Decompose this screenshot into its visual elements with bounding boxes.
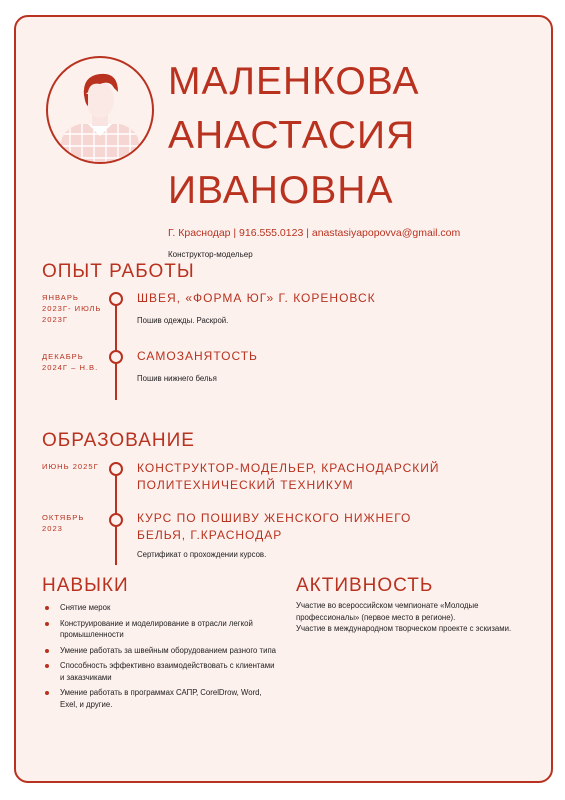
skill-item: Умение работать в программах САПР, CorelDrow, Word, Exel, и другие. [42, 687, 277, 710]
skills-heading: НАВЫКИ [42, 575, 129, 596]
timeline-dot [109, 513, 123, 527]
skills-list [42, 602, 277, 714]
experience-heading: ОПЫТ РАБОТЫ [42, 261, 195, 282]
education-date: ОКТЯБРЬ 2023 [42, 513, 85, 533]
skill-item: Снятие мерок [42, 602, 277, 614]
experience-date: ДЕКАБРЬ 2024Г – Н.В. [42, 352, 99, 372]
activity-text [296, 600, 516, 635]
experience-desc: Пошив одежды. Раскрой. [137, 316, 229, 325]
contact-info: Г. Краснодар | 916.555.0123 | anastasiyapopovva@gmail.com [168, 227, 461, 239]
avatar-illustration [48, 58, 152, 162]
experience-desc: Пошив нижнего белья [137, 374, 217, 383]
education-title: КОНСТРУКТОР-МОДЕЛЬЕР, КРАСНОДАРСКИЙ ПОЛИТЕХНИЧЕСКИЙ ТЕХНИКУМ [137, 461, 440, 492]
timeline-dot [109, 292, 123, 306]
skill-item: Конструирование и моделирование в отрасли легкой промышленности [42, 618, 277, 641]
education-title: КУРС ПО ПОШИВУ ЖЕНСКОГО НИЖНЕГО БЕЛЬЯ, Г.КРАСНОДАР [137, 511, 412, 542]
experience-date: ЯНВАРЬ 2023Г- ИЮЛЬ 2023Г [42, 293, 102, 324]
education-date: ИЮНЬ 2025Г [42, 462, 99, 471]
person-avatar-icon [46, 56, 154, 164]
job-role: Конструктор-модельер [168, 250, 253, 259]
activity-item: Участие в международном творческом проекте с эскизами. [296, 624, 512, 633]
experience-title: САМОЗАНЯТОСТЬ [137, 349, 258, 363]
timeline-dot [109, 462, 123, 476]
activity-heading: АКТИВНОСТЬ [296, 575, 434, 596]
skill-item: Умение работать за швейным оборудованием разного типа [42, 645, 277, 657]
name-line-2: АНАСТАСИЯ [168, 114, 416, 157]
skill-item: Способность эффективно взаимодействовать с клиентами и заказчиками [42, 660, 277, 683]
education-heading: ОБРАЗОВАНИЕ [42, 430, 195, 451]
name-line-1: МАЛЕНКОВА [168, 60, 420, 103]
education-desc: Сертификат о прохождении курсов. [137, 550, 267, 559]
timeline-dot [109, 350, 123, 364]
name-line-3: ИВАНОВНА [168, 169, 394, 212]
experience-title: ШВЕЯ, «ФОРМА ЮГ» Г. КОРЕНОВСК [137, 291, 376, 305]
activity-item: Участие во всероссийском чемпионате «Молодые профессионалы» (первое место в регионе). [296, 601, 479, 622]
